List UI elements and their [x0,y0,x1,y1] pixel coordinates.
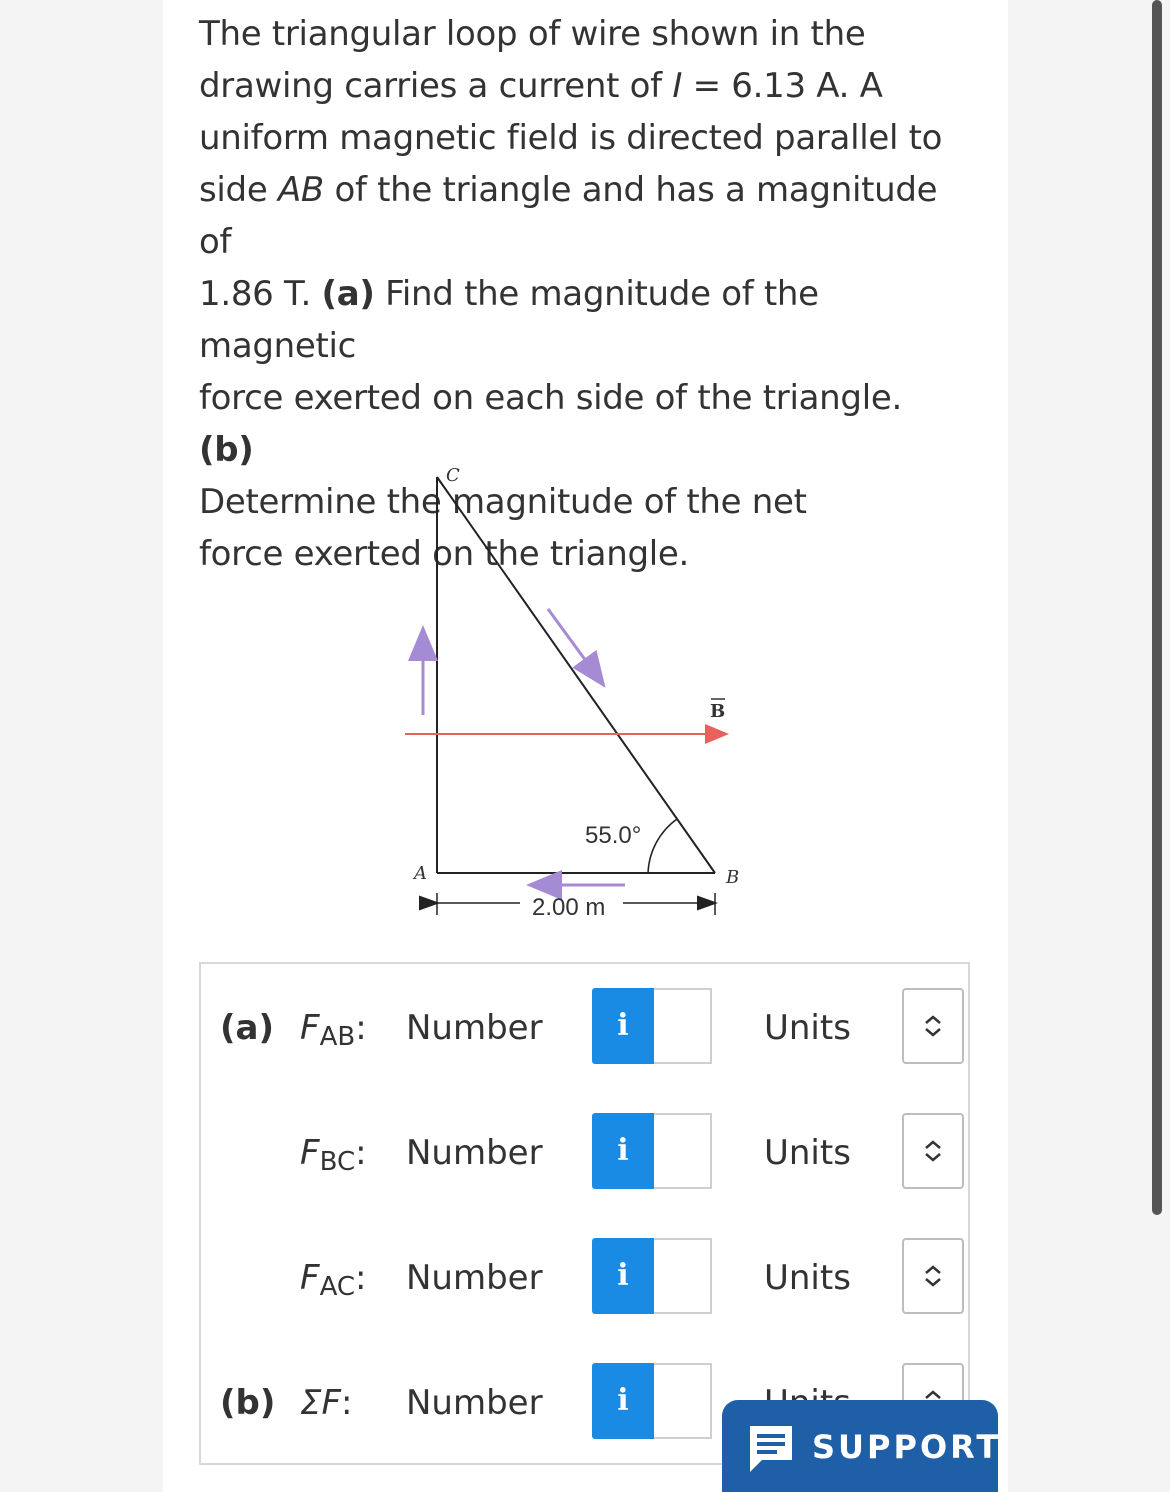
info-button-net[interactable]: i [592,1363,654,1439]
units-select-ac[interactable] [902,1238,964,1314]
number-input-ab[interactable] [654,988,712,1064]
scrollbar[interactable] [1152,0,1162,1215]
number-input-net[interactable] [654,1363,712,1439]
question-line [199,60,959,112]
triangle-figure [380,455,780,935]
question-run: The triangular loop of wire shown in the [199,14,866,54]
question-line [199,112,959,164]
question-run: of the triangle and has a magnitude of [199,170,938,262]
units-select-bc[interactable] [902,1113,964,1189]
support-button[interactable] [722,1400,1002,1492]
angle-label: 55.0° [585,822,642,849]
vertex-label-a: A [414,863,427,884]
question-run: (b) [199,430,254,470]
units-label-ab: Units [764,1008,851,1048]
number-label-bc: Number [406,1133,543,1173]
question-line [199,268,959,372]
vertex-label-c: C [446,465,460,486]
number-input-ac[interactable] [654,1238,712,1314]
question-run: = 6.13 A. A [682,66,883,106]
length-label: 2.00 m [532,894,606,921]
question-run: Find the magnitude of the magnetic [199,274,819,366]
angle-arc [648,819,677,873]
units-label-bc: Units [764,1133,851,1173]
vertex-label-b: B [726,867,740,888]
question-run: force exerted on the triangle. [199,534,690,574]
part-a-label: (a) [220,1008,275,1048]
net-force-label: ΣF: [300,1383,353,1423]
question-run: Determine the magnitude of the net [199,482,807,522]
question-run: side [199,170,278,210]
question-run: drawing carries a current of [199,66,673,106]
updown-chevron-icon [922,1263,944,1289]
question-line [199,8,959,60]
updown-chevron-icon [922,1013,944,1039]
question-run: I [672,66,683,106]
info-button-ac[interactable]: i [592,1238,654,1314]
number-input-bc[interactable] [654,1113,712,1189]
force-ac-label: $F_{AC}$: [300,1258,367,1302]
question-run: uniform magnetic field is directed parallel to [199,118,943,158]
support-label: SUPPORT [812,1428,1002,1466]
chat-icon [746,1422,796,1474]
question-run: 1.86 T. [199,274,322,314]
info-button-bc[interactable]: i [592,1113,654,1189]
part-b-label: (b) [220,1383,276,1423]
field-label: B [710,701,726,722]
updown-chevron-icon [922,1138,944,1164]
question-run: AB [277,170,324,210]
units-label-ac: Units [764,1258,851,1298]
number-label-net: Number [406,1383,543,1423]
number-label-ac: Number [406,1258,543,1298]
number-label-ab: Number [406,1008,543,1048]
info-button-ab[interactable]: i [592,988,654,1064]
units-select-ab[interactable] [902,988,964,1064]
question-line [199,164,959,268]
question-run: (a) [321,274,375,314]
side-bc [437,477,715,873]
triangle-diagram [380,455,780,935]
force-ab-label: $F_{AB}$: [300,1008,367,1052]
force-bc-label: $F_{BC}$: [300,1133,367,1177]
question-run: force exerted on each side of the triangle. [199,378,902,418]
